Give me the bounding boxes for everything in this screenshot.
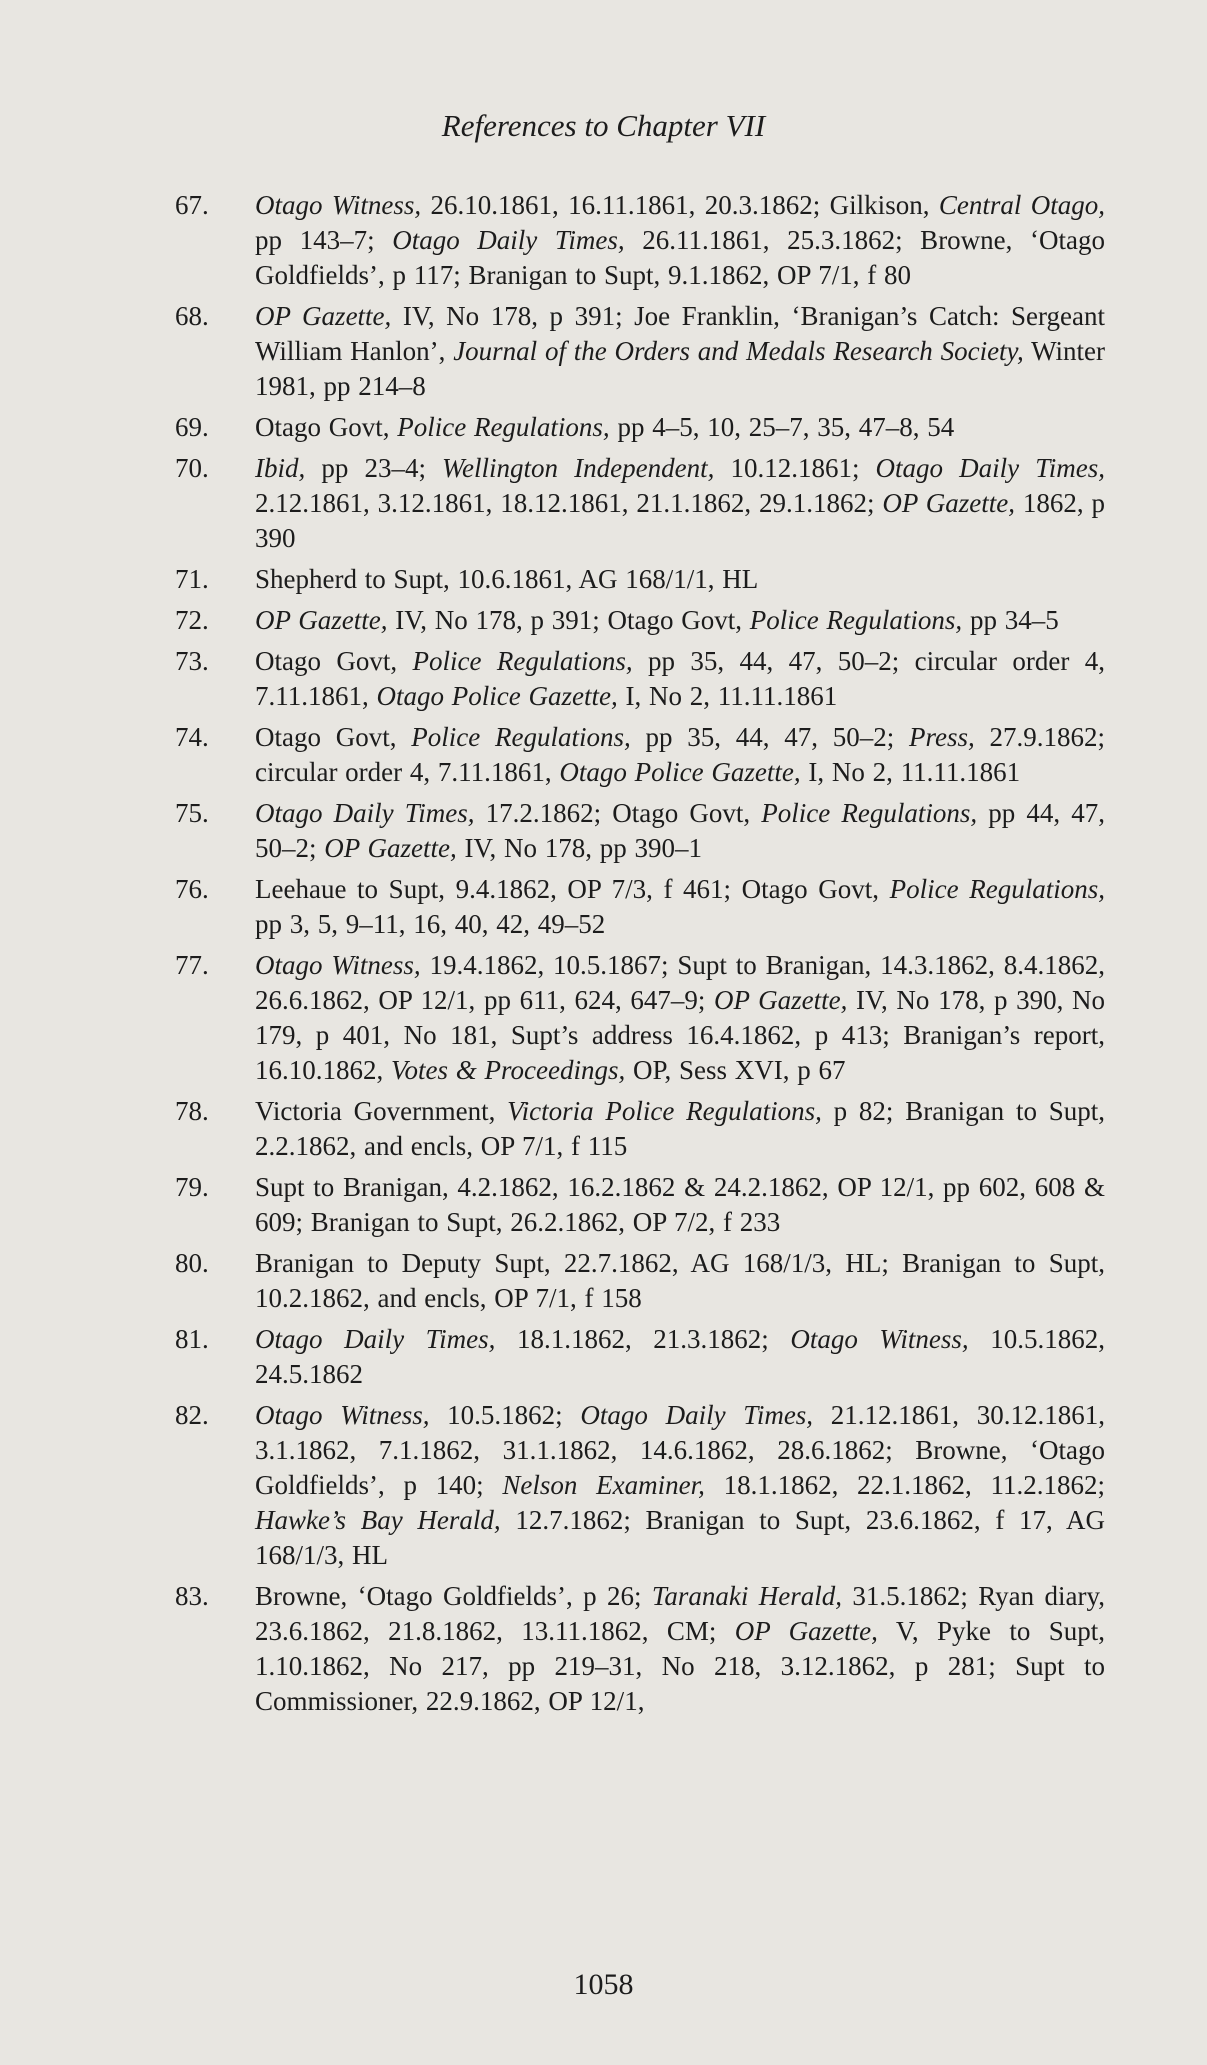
reference-text <box>255 188 1105 293</box>
italic-title: Otago Police Gazette, <box>376 681 618 711</box>
reference-text <box>255 1579 1105 1719</box>
italic-title: OP Gazette, <box>324 833 457 863</box>
reference-text <box>255 948 1105 1088</box>
text-run: pp 35, 44, 47, 50–2; <box>630 722 909 752</box>
reference-number: 69. <box>175 412 209 442</box>
text-run: IV, No 178, p 390, No 179, p 401, No 181, Supt’s address 16.4.1862, p 413; Branigan’s report, 16.10.1862, <box>255 985 1105 1085</box>
text-run: IV, No 178, p 391; Otago Govt, <box>387 605 750 635</box>
italic-title: Otago Daily Times, <box>392 225 625 255</box>
reference-number: 80. <box>175 1248 209 1278</box>
text-run: Browne, ‘Otago Goldfields’, p 26; <box>255 1581 652 1611</box>
reference-entry <box>175 1398 1105 1573</box>
text-run: IV, No 178, p 391; Joe Franklin, ‘Branigan’s Catch: Sergeant William Hanlon’, <box>255 301 1106 366</box>
text-run: 10.5.1862, 24.5.1862 <box>255 1324 1105 1389</box>
text-run: 2.12.1861, 3.12.1861, 18.12.1861, 21.1.1862, 29.1.1862; <box>255 488 883 518</box>
italic-title: Votes & Proceedings, <box>391 1055 626 1085</box>
text-run: 26.10.1861, 16.11.1861, 20.3.1862; Gilkison, <box>421 190 939 220</box>
text-run: 18.1.1862, 21.3.1862; <box>495 1324 791 1354</box>
italic-title: Hawke’s Bay Herald, <box>255 1505 501 1535</box>
italic-title: Police Regulations, <box>397 412 610 442</box>
italic-title: Otago Police Gazette, <box>559 757 801 787</box>
text-run: 27.9.1862; circular order 4, 7.11.1861, <box>255 722 1106 787</box>
reference-text <box>255 1398 1105 1573</box>
text-run: 18.1.1862, 22.1.1862, 11.2.1862; <box>704 1470 1105 1500</box>
italic-title: OP Gazette, <box>255 301 392 331</box>
text-run: 10.5.1862; <box>429 1400 581 1430</box>
italic-title: Otago Daily Times, <box>255 798 475 828</box>
text-run: 26.11.1861, 25.3.1862; Browne, ‘Otago Goldfields’, p 117; Branigan to Supt, 9.1.1862, OP 7/1, f 80 <box>255 225 1105 290</box>
reference-entry <box>175 1094 1105 1164</box>
text-run: pp 34–5 <box>962 605 1059 635</box>
reference-number: 68. <box>175 301 209 331</box>
reference-entry <box>175 644 1105 714</box>
italic-title: Police Regulations, <box>411 722 631 752</box>
text-run: pp 35, 44, 47, 50–2; circular order 4, 7.11.1861, <box>255 646 1106 711</box>
reference-text <box>255 299 1105 404</box>
reference-text <box>255 603 1105 638</box>
text-run: 17.2.1862; Otago Govt, <box>474 798 762 828</box>
italic-title: OP Gazette, <box>882 488 1015 518</box>
reference-number: 78. <box>175 1096 209 1126</box>
text-run: 10.12.1861; <box>714 453 876 483</box>
text-run: Otago Govt, <box>255 646 413 676</box>
italic-title: Ibid, <box>255 453 306 483</box>
text-run: I, No 2, 11.11.1861 <box>617 681 838 711</box>
reference-entry <box>175 451 1105 556</box>
text-run: pp 143–7; <box>255 225 393 255</box>
reference-number: 67. <box>175 190 209 220</box>
text-run: 21.12.1861, 30.12.1861, 3.1.1862, 7.1.1862, 31.1.1862, 14.6.1862, 28.6.1862; Browne, ‘Otago Goldfields’, p 140; <box>255 1400 1105 1500</box>
reference-entry <box>175 1246 1105 1316</box>
text-run: 12.7.1862; Branigan to Supt, 23.6.1862, f 17, AG 168/1/3, HL <box>255 1505 1105 1570</box>
text-run: Branigan to Deputy Supt, 22.7.1862, AG 168/1/3, HL; Branigan to Supt, 10.2.1862, and encls, OP 7/1, f 158 <box>255 1248 1105 1313</box>
italic-title: OP Gazette, <box>734 1616 878 1646</box>
running-header: References to Chapter VII <box>441 108 766 143</box>
reference-number: 76. <box>175 874 209 904</box>
reference-text <box>255 872 1105 942</box>
reference-number: 77. <box>175 950 209 980</box>
text-run: 19.4.1862, 10.5.1867; Supt to Branigan, 14.3.1862, 8.4.1862, 26.6.1862, OP 12/1, pp 611, 624, 647–9; <box>255 950 1105 1015</box>
italic-title: Journal of the Orders and Medals Research Society, <box>453 336 1024 366</box>
reference-text <box>255 1246 1105 1316</box>
italic-title: Victoria Police Regulations, <box>507 1096 822 1126</box>
italic-title: OP Gazette, <box>714 985 848 1015</box>
reference-entry <box>175 410 1105 445</box>
italic-title: Police Regulations, <box>749 605 963 635</box>
text-run: OP, Sess XVI, p 67 <box>625 1055 846 1085</box>
reference-number: 75. <box>175 798 209 828</box>
text-run: Otago Govt, <box>255 412 398 442</box>
text-run: I, No 2, 11.11.1861 <box>800 757 1021 787</box>
reference-number: 70. <box>175 453 209 483</box>
reference-text <box>255 562 1105 597</box>
italic-title: Otago Witness, <box>255 190 422 220</box>
reference-number: 81. <box>175 1324 209 1354</box>
italic-title: Police Regulations, <box>889 874 1105 904</box>
reference-number: 73. <box>175 646 209 676</box>
text-run: pp 4–5, 10, 25–7, 35, 47–8, 54 <box>609 412 955 442</box>
reference-entry <box>175 299 1105 404</box>
reference-text <box>255 451 1105 556</box>
reference-text <box>255 1322 1105 1392</box>
reference-number: 72. <box>175 605 209 635</box>
text-run: Shepherd to Supt, 10.6.1861, AG 168/1/1, HL <box>255 564 759 594</box>
page-number: 1058 <box>573 1968 634 2001</box>
reference-entry <box>175 872 1105 942</box>
text-run: pp 44, 47, 50–2; <box>255 798 1105 863</box>
reference-text <box>255 1170 1105 1240</box>
reference-list <box>175 188 1105 1725</box>
reference-number: 83. <box>175 1581 209 1611</box>
reference-entry <box>175 1579 1105 1719</box>
reference-entry <box>175 720 1105 790</box>
italic-title: OP Gazette, <box>255 605 388 635</box>
italic-title: Central Otago, <box>938 190 1105 220</box>
italic-title: Otago Daily Times, <box>580 1400 814 1430</box>
italic-title: Otago Daily Times, <box>255 1324 496 1354</box>
text-run: Supt to Branigan, 4.2.1862, 16.2.1862 & 24.2.1862, OP 12/1, pp 602, 608 & 609; Branigan to Supt, 26.2.1862, OP 7/2, f 233 <box>255 1172 1105 1237</box>
italic-title: Wellington Independent, <box>442 453 715 483</box>
reference-number: 74. <box>175 722 209 752</box>
reference-number: 79. <box>175 1172 209 1202</box>
text-run: Otago Govt, <box>255 722 412 752</box>
reference-entry <box>175 948 1105 1088</box>
italic-title: Nelson Examiner, <box>502 1470 705 1500</box>
reference-number: 71. <box>175 564 209 594</box>
text-run: Victoria Government, <box>255 1096 508 1126</box>
reference-entry <box>175 1322 1105 1392</box>
text-run: V, Pyke to Supt, 1.10.1862, No 217, pp 219–31, No 218, 3.12.1862, p 281; Supt to Commissioner, 22.9.1862, OP 12/1, <box>255 1616 1105 1716</box>
reference-number: 82. <box>175 1400 209 1430</box>
reference-text <box>255 410 1105 445</box>
reference-entry <box>175 188 1105 293</box>
text-run: pp 23–4; <box>305 453 443 483</box>
reference-text <box>255 720 1105 790</box>
text-run: p 82; Branigan to Supt, 2.2.1862, and encls, OP 7/1, f 115 <box>255 1096 1105 1161</box>
reference-entry <box>175 1170 1105 1240</box>
italic-title: Otago Witness, <box>790 1324 969 1354</box>
italic-title: Otago Witness, <box>255 1400 430 1430</box>
reference-text <box>255 644 1105 714</box>
reference-entry <box>175 603 1105 638</box>
text-run: pp 3, 5, 9–11, 16, 40, 42, 49–52 <box>255 909 606 939</box>
italic-title: Police Regulations, <box>412 646 633 676</box>
text-run: 1862, p 390 <box>255 488 1105 553</box>
reference-entry <box>175 796 1105 866</box>
italic-title: Police Regulations, <box>761 798 978 828</box>
italic-title: Otago Witness, <box>255 950 421 980</box>
reference-entry <box>175 562 1105 597</box>
text-run: Leehaue to Supt, 9.4.1862, OP 7/3, f 461; Otago Govt, <box>255 874 890 904</box>
reference-text <box>255 796 1105 866</box>
reference-text <box>255 1094 1105 1164</box>
italic-title: Press, <box>909 722 975 752</box>
text-run: IV, No 178, pp 390–1 <box>456 833 703 863</box>
italic-title: Taranaki Herald, <box>651 1581 842 1611</box>
text-run: Winter 1981, pp 214–8 <box>255 336 1105 401</box>
italic-title: Otago Daily Times, <box>875 453 1105 483</box>
text-run: 31.5.1862; Ryan diary, 23.6.1862, 21.8.1862, 13.11.1862, CM; <box>255 1581 1106 1646</box>
